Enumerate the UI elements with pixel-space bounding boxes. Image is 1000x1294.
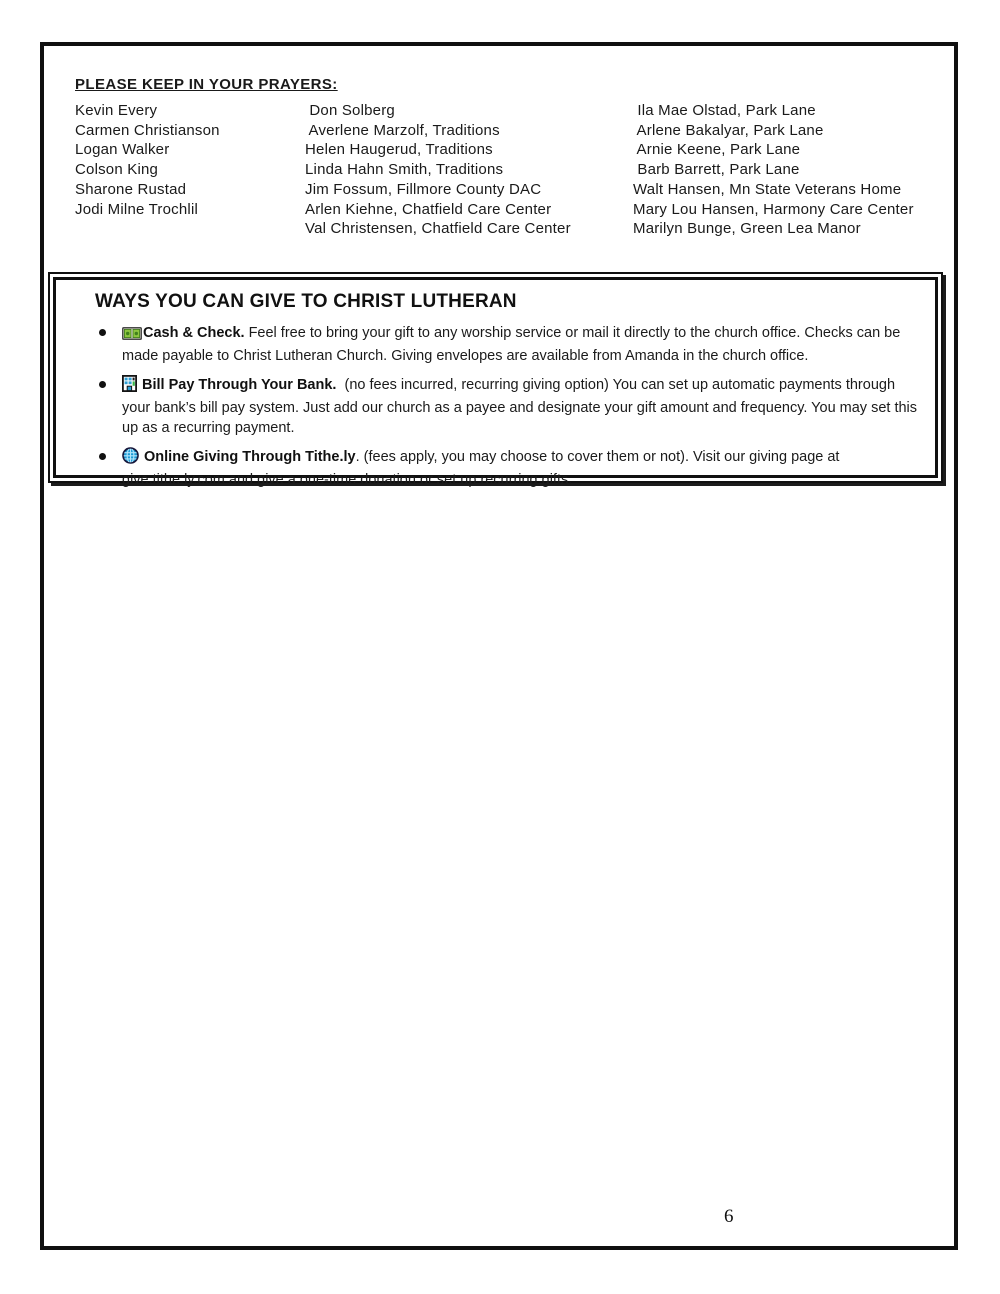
giving-option-text — [122, 447, 923, 490]
prayer-name: Linda Hahn Smith, Traditions — [305, 161, 504, 179]
giving-option-label: Online Giving Through Tithe.ly — [144, 449, 356, 465]
cash-icon — [122, 326, 142, 346]
prayers-column-1 — [75, 101, 305, 239]
giving-options-list — [95, 323, 923, 490]
prayer-name: Marilyn Bunge, Green Lea Manor — [633, 220, 861, 238]
giving-box — [48, 272, 943, 488]
prayer-name: Mary Lou Hansen, Harmony Care Center — [633, 200, 914, 218]
prayer-name: Val Christensen, Chatfield Care Center — [305, 220, 571, 238]
prayer-name: Sharone Rustad — [75, 180, 187, 198]
prayer-name: Arnie Keene, Park Lane — [633, 141, 801, 159]
giving-option-bill-pay — [95, 375, 923, 438]
prayer-name: Jodi Milne Trochlil — [75, 200, 199, 218]
giving-option-description: . (fees apply, you may choose to cover them or not). Visit our giving page at give.tithe.ly.com and give a one-time donation or set up recurring gifts. — [122, 449, 844, 488]
bullet-icon — [99, 329, 106, 336]
prayer-name: Barb Barrett, Park Lane — [633, 161, 800, 179]
globe-icon — [122, 447, 139, 470]
prayer-name: Kevin Every — [75, 102, 158, 119]
bullet-icon — [99, 453, 106, 460]
prayer-name: Colson King — [75, 161, 159, 179]
giving-section-title: WAYS YOU CAN GIVE TO CHRIST LUTHERAN — [95, 291, 517, 312]
giving-option-label: Cash & Check. — [143, 325, 245, 341]
giving-option-cash-check — [95, 323, 923, 366]
giving-box-inner — [53, 277, 938, 488]
prayer-name: Logan Walker — [75, 141, 170, 159]
giving-option-text — [122, 323, 923, 366]
giving-option-description: Feel free to bring your gift to any worship service or mail it directly to the church office. Checks can be made payable to Christ Lutheran Church. Giving envelopes are available from Amanda in the church office. — [122, 325, 905, 364]
prayers-column-2 — [305, 101, 633, 239]
prayer-name: Arlen Kiehne, Chatfield Care Center — [305, 200, 552, 218]
page-number: 6 — [724, 1206, 734, 1227]
prayer-name: Averlene Marzolf, Traditions — [305, 121, 500, 139]
prayers-column-3 — [633, 101, 933, 239]
giving-option-description: (no fees incurred, recurring giving option) You can set up automatic payments through your bank’s bill pay system. Just add our church as a payee and designate your gift amount and frequency. You may set this up as a recurring payment. — [122, 377, 922, 436]
prayer-name: Carmen Christianson — [75, 121, 220, 139]
giving-option-label: Bill Pay Through Your Bank. — [142, 377, 337, 393]
prayer-name: Ila Mae Olstad, Park Lane — [633, 102, 816, 119]
giving-option-text — [122, 375, 923, 438]
prayer-name: Don Solberg — [305, 102, 395, 119]
prayer-name: Helen Haugerud, Traditions — [305, 141, 493, 159]
prayers-section-title: PLEASE KEEP IN YOUR PRAYERS: — [75, 76, 338, 93]
prayer-name: Walt Hansen, Mn State Veterans Home — [633, 180, 902, 198]
prayer-name: Jim Fossum, Fillmore County DAC — [305, 180, 542, 198]
giving-option-online — [95, 447, 923, 490]
prayers-list — [75, 101, 935, 239]
prayer-name: Arlene Bakalyar, Park Lane — [633, 121, 824, 139]
bank-icon — [122, 375, 137, 398]
bullet-icon — [99, 381, 106, 388]
